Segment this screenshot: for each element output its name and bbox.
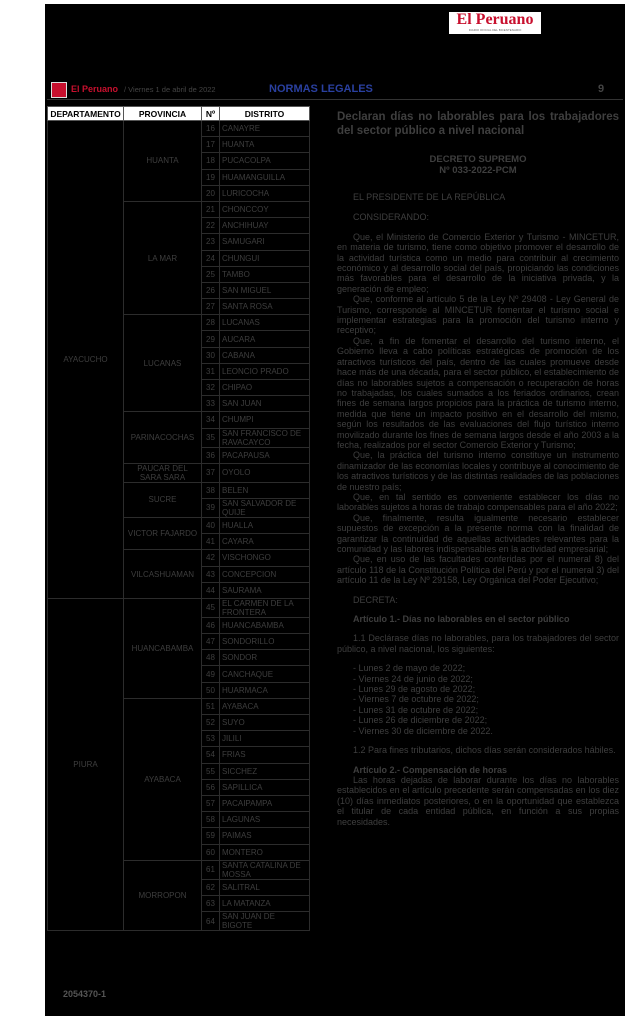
district-name-cell: HUALLA <box>220 517 310 533</box>
district-name-cell: SANTA CATALINA DE MOSSA <box>220 860 310 879</box>
district-name-cell: SONDOR <box>220 650 310 666</box>
consideration-paragraph: Que, conforme al artículo 5 de la Ley Nº 29408 - Ley General de Turismo, corresponde al MINCETUR fomentar el turismo social e implementar estrategias para la promoción del turismo interno y receptivo; <box>337 294 619 336</box>
province-cell: PAUCAR DEL SARA SARA <box>124 463 202 482</box>
district-name-cell: TAMBO <box>220 266 310 282</box>
article2-text: Las horas dejadas de laborar durante los días no laborables establecidos en el artículo precedente serán compensadas en los diez (10) días inmediatos posteriores, o en la oportunidad que establezca el titular de cada entidad pública, en función a sus propias necesidades. <box>337 774 619 827</box>
district-name-cell: PUCACOLPA <box>220 153 310 169</box>
district-number-cell: 29 <box>202 331 220 347</box>
district-name-cell: SAURAMA <box>220 582 310 598</box>
district-number-cell: 24 <box>202 250 220 266</box>
district-name-cell: SUYO <box>220 715 310 731</box>
district-number-cell: 19 <box>202 169 220 185</box>
list-item: - Viernes 24 de junio de 2022; <box>353 673 473 684</box>
district-name-cell: FRIAS <box>220 747 310 763</box>
district-number-cell: 16 <box>202 121 220 137</box>
district-name-cell: HUARMACA <box>220 682 310 698</box>
district-number-cell: 44 <box>202 582 220 598</box>
list-item: - Lunes 2 de mayo de 2022; <box>353 663 466 674</box>
considerations <box>337 232 619 586</box>
consideration-paragraph: Que, en uso de las facultades conferidas por el numeral 8) del artículo 118 de la Constitución Política del Perú y por el numeral 3) del artículo 11 de la Ley Nº 29158, Ley Orgánica del Poder Ejecutivo; <box>337 554 619 586</box>
district-name-cell: ANCHIHUAY <box>220 218 310 234</box>
district-number-cell: 57 <box>202 795 220 811</box>
district-name-cell: SALITRAL <box>220 879 310 895</box>
district-name-cell: SICCHEZ <box>220 763 310 779</box>
district-number-cell: 27 <box>202 299 220 315</box>
district-number-cell: 22 <box>202 218 220 234</box>
district-number-cell: 62 <box>202 879 220 895</box>
district-number-cell: 47 <box>202 634 220 650</box>
list-item: - Viernes 7 de octubre de 2022; <box>353 694 479 705</box>
masthead-logo <box>449 12 541 34</box>
list-item: - Viernes 30 de diciembre de 2022. <box>353 725 493 736</box>
consideration-paragraph: Que, en tal sentido es conveniente establecer los días no laborables sujetos a horas de trabajo compensables para el año 2022; <box>337 491 619 513</box>
district-number-cell: 61 <box>202 860 220 879</box>
column-header: Nº <box>202 107 220 121</box>
district-name-cell: CANCHAQUE <box>220 666 310 682</box>
district-number-cell: 39 <box>202 498 220 517</box>
district-number-cell: 23 <box>202 234 220 250</box>
list-item: - Lunes 29 de agosto de 2022; <box>353 684 476 695</box>
district-name-cell: LURICOCHA <box>220 185 310 201</box>
district-name-cell: SAN MIGUEL <box>220 282 310 298</box>
district-name-cell: CHIPAO <box>220 380 310 396</box>
province-cell: HUANCABAMBA <box>124 598 202 698</box>
table-row <box>48 598 310 617</box>
coat-of-arms-icon <box>51 82 67 98</box>
district-name-cell: CONCEPCION <box>220 566 310 582</box>
district-number-cell: 25 <box>202 266 220 282</box>
district-name-cell: SAN FRANCISCO DE RAVACAYCO <box>220 428 310 447</box>
district-number-cell: 48 <box>202 650 220 666</box>
page-header <box>47 80 623 100</box>
district-number-cell: 45 <box>202 598 220 617</box>
district-name-cell: LEONCIO PRADO <box>220 363 310 379</box>
district-number-cell: 56 <box>202 779 220 795</box>
district-name-cell: JILILI <box>220 731 310 747</box>
district-number-cell: 58 <box>202 812 220 828</box>
header-date: / Viernes 1 de abril de 2022 <box>124 85 216 94</box>
province-cell: LUCANAS <box>124 315 202 412</box>
district-number-cell: 55 <box>202 763 220 779</box>
article-title: Declaran días no laborables para los trabajadores del sector público a nivel nacional <box>337 111 619 137</box>
department-cell: PIURA <box>48 598 124 930</box>
district-number-cell: 42 <box>202 550 220 566</box>
district-number-cell: 63 <box>202 895 220 911</box>
district-number-cell: 18 <box>202 153 220 169</box>
district-number-cell: 53 <box>202 731 220 747</box>
column-header: PROVINCIA <box>124 107 202 121</box>
district-number-cell: 26 <box>202 282 220 298</box>
list-item: - Lunes 26 de diciembre de 2022; <box>353 715 488 726</box>
article1-title: Artículo 1.- Días no laborables en el sector público <box>353 614 570 625</box>
district-name-cell: SAN JUAN DE BIGOTE <box>220 912 310 931</box>
district-name-cell: CHONCCOY <box>220 201 310 217</box>
header-paper-name: El Peruano <box>71 84 119 94</box>
table-body <box>48 121 310 931</box>
district-name-cell: CHUMPI <box>220 412 310 428</box>
district-name-cell: LA MATANZA <box>220 895 310 911</box>
district-number-cell: 34 <box>202 412 220 428</box>
district-number-cell: 49 <box>202 666 220 682</box>
column-header: DISTRITO <box>220 107 310 121</box>
district-number-cell: 41 <box>202 534 220 550</box>
district-name-cell: SANTA ROSA <box>220 299 310 315</box>
district-name-cell: SAN SALVADOR DE QUIJE <box>220 498 310 517</box>
district-name-cell: CABANA <box>220 347 310 363</box>
district-name-cell: CANAYRE <box>220 121 310 137</box>
article1-paragraph2: 1.2 Para fines tributarios, dichos días serán considerados hábiles. <box>353 745 616 756</box>
president-line: EL PRESIDENTE DE LA REPÚBLICA <box>353 192 506 202</box>
district-name-cell: SONDORILLO <box>220 634 310 650</box>
considering-label: CONSIDERANDO: <box>353 212 430 223</box>
district-name-cell: CAYARA <box>220 534 310 550</box>
district-number-cell: 33 <box>202 396 220 412</box>
consideration-paragraph: Que, la práctica del turismo interno constituye un instrumento dinamizador de las economías locales y contribuye al conocimiento de los atractivos turísticos y de las distintas realidades de las poblaciones de nuestro país; <box>337 450 619 492</box>
district-number-cell: 60 <box>202 844 220 860</box>
district-number-cell: 64 <box>202 912 220 931</box>
header-section: NORMAS LEGALES <box>269 83 373 95</box>
article2-title: Artículo 2.- Compensación de horas <box>353 764 508 775</box>
district-number-cell: 54 <box>202 747 220 763</box>
article1-paragraph1: 1.1 Declárase días no laborables, para los trabajadores del sector público, a nivel nacional, los siguientes: <box>337 633 619 654</box>
district-number-cell: 30 <box>202 347 220 363</box>
province-cell: SUCRE <box>124 482 202 517</box>
district-name-cell: AUCARA <box>220 331 310 347</box>
decree-article <box>337 110 619 827</box>
footer-code: 2054370-1 <box>63 989 107 999</box>
district-name-cell: HUAMANGUILLA <box>220 169 310 185</box>
list-item: - Lunes 31 de octubre de 2022; <box>353 704 479 715</box>
district-number-cell: 43 <box>202 566 220 582</box>
masthead-logo-text: El Peruano <box>456 11 534 28</box>
districts-table <box>47 106 310 931</box>
province-cell: VICTOR FAJARDO <box>124 517 202 549</box>
masthead-logo-subtitle: DIARIO OFICIAL DEL BICENTENARIO <box>468 28 522 32</box>
table-header-row <box>48 107 310 121</box>
province-cell: PARINACOCHAS <box>124 412 202 463</box>
decreta-label: DECRETA: <box>353 594 398 605</box>
district-number-cell: 36 <box>202 447 220 463</box>
district-name-cell: EL CARMEN DE LA FRONTERA <box>220 598 310 617</box>
district-name-cell: VISCHONGO <box>220 550 310 566</box>
district-number-cell: 51 <box>202 698 220 714</box>
page-number: 9 <box>598 83 605 95</box>
district-name-cell: MONTERO <box>220 844 310 860</box>
decree-number: Nº 033-2022-PCM <box>439 165 517 176</box>
district-number-cell: 52 <box>202 715 220 731</box>
district-number-cell: 40 <box>202 517 220 533</box>
column-header: DEPARTAMENTO <box>48 107 124 121</box>
province-cell: HUANTA <box>124 121 202 202</box>
province-cell: LA MAR <box>124 201 202 314</box>
newspaper-page <box>45 4 625 1016</box>
district-number-cell: 50 <box>202 682 220 698</box>
district-name-cell: SAN JUAN <box>220 396 310 412</box>
district-name-cell: OYOLO <box>220 463 310 482</box>
department-cell: AYACUCHO <box>48 121 124 599</box>
district-name-cell: HUANTA <box>220 137 310 153</box>
consideration-paragraph: Que, finalmente, resulta igualmente necesario establecer supuestos de excepción a la presente norma con la finalidad de garantizar la continuidad de aquellas actividades relevantes para la comunidad y las labores indispensables en la actividad empresarial; <box>337 512 619 554</box>
district-number-cell: 17 <box>202 137 220 153</box>
district-number-cell: 31 <box>202 363 220 379</box>
province-cell: VILCASHUAMAN <box>124 550 202 599</box>
district-number-cell: 35 <box>202 428 220 447</box>
district-name-cell: PACAPAUSA <box>220 447 310 463</box>
district-name-cell: CHUNGUI <box>220 250 310 266</box>
district-number-cell: 59 <box>202 828 220 844</box>
district-number-cell: 37 <box>202 463 220 482</box>
district-number-cell: 38 <box>202 482 220 498</box>
district-number-cell: 20 <box>202 185 220 201</box>
district-name-cell: BELEN <box>220 482 310 498</box>
district-number-cell: 46 <box>202 617 220 633</box>
district-name-cell: LAGUNAS <box>220 812 310 828</box>
province-cell: AYABACA <box>124 698 202 860</box>
district-name-cell: SAPILLICA <box>220 779 310 795</box>
district-name-cell: PAIMAS <box>220 828 310 844</box>
district-number-cell: 28 <box>202 315 220 331</box>
district-name-cell: PACAIPAMPA <box>220 795 310 811</box>
district-name-cell: AYABACA <box>220 698 310 714</box>
province-cell: MORROPON <box>124 860 202 930</box>
district-number-cell: 32 <box>202 380 220 396</box>
decree-label: DECRETO SUPREMO <box>429 154 527 165</box>
district-name-cell: SAMUGARI <box>220 234 310 250</box>
table-row <box>48 121 310 137</box>
holiday-dates-list <box>337 663 619 736</box>
district-name-cell: HUANCABAMBA <box>220 617 310 633</box>
consideration-paragraph: Que, a fin de fomentar el desarrollo del turismo interno, el Gobierno lleva a cabo políticas estratégicas de promoción de los atractivos turísticos del país, dentro de las cuales promueve desde hace más de una década, para el sector público, el establecimiento de días no laborables sujetos a compensación o recuperación de horas no trabajadas, los cuales sumados a los feriados ordinarios, crean fines de semana largos propicios para la práctica de turismo interno, medida que tiene un impacto positivo en el desarrollo del mismo, según los resultados de las evaluaciones del flujo turístico interno movilizado durante los fines de semana largos desde el año 2003 a la fecha, realizados por el sector Comercio Exterior y Turismo; <box>337 335 619 450</box>
consideration-paragraph: Que, el Ministerio de Comercio Exterior y Turismo - MINCETUR, en materia de turismo, tiene como objetivo promover el desarrollo de la actividad turística como un medio para contribuir al crecimiento económico y al desarrollo social del país, propiciando las condiciones más favorables para el desarrollo de la iniciativa privada, y la generación de empleo; <box>337 231 619 294</box>
district-name-cell: LUCANAS <box>220 315 310 331</box>
district-number-cell: 21 <box>202 201 220 217</box>
